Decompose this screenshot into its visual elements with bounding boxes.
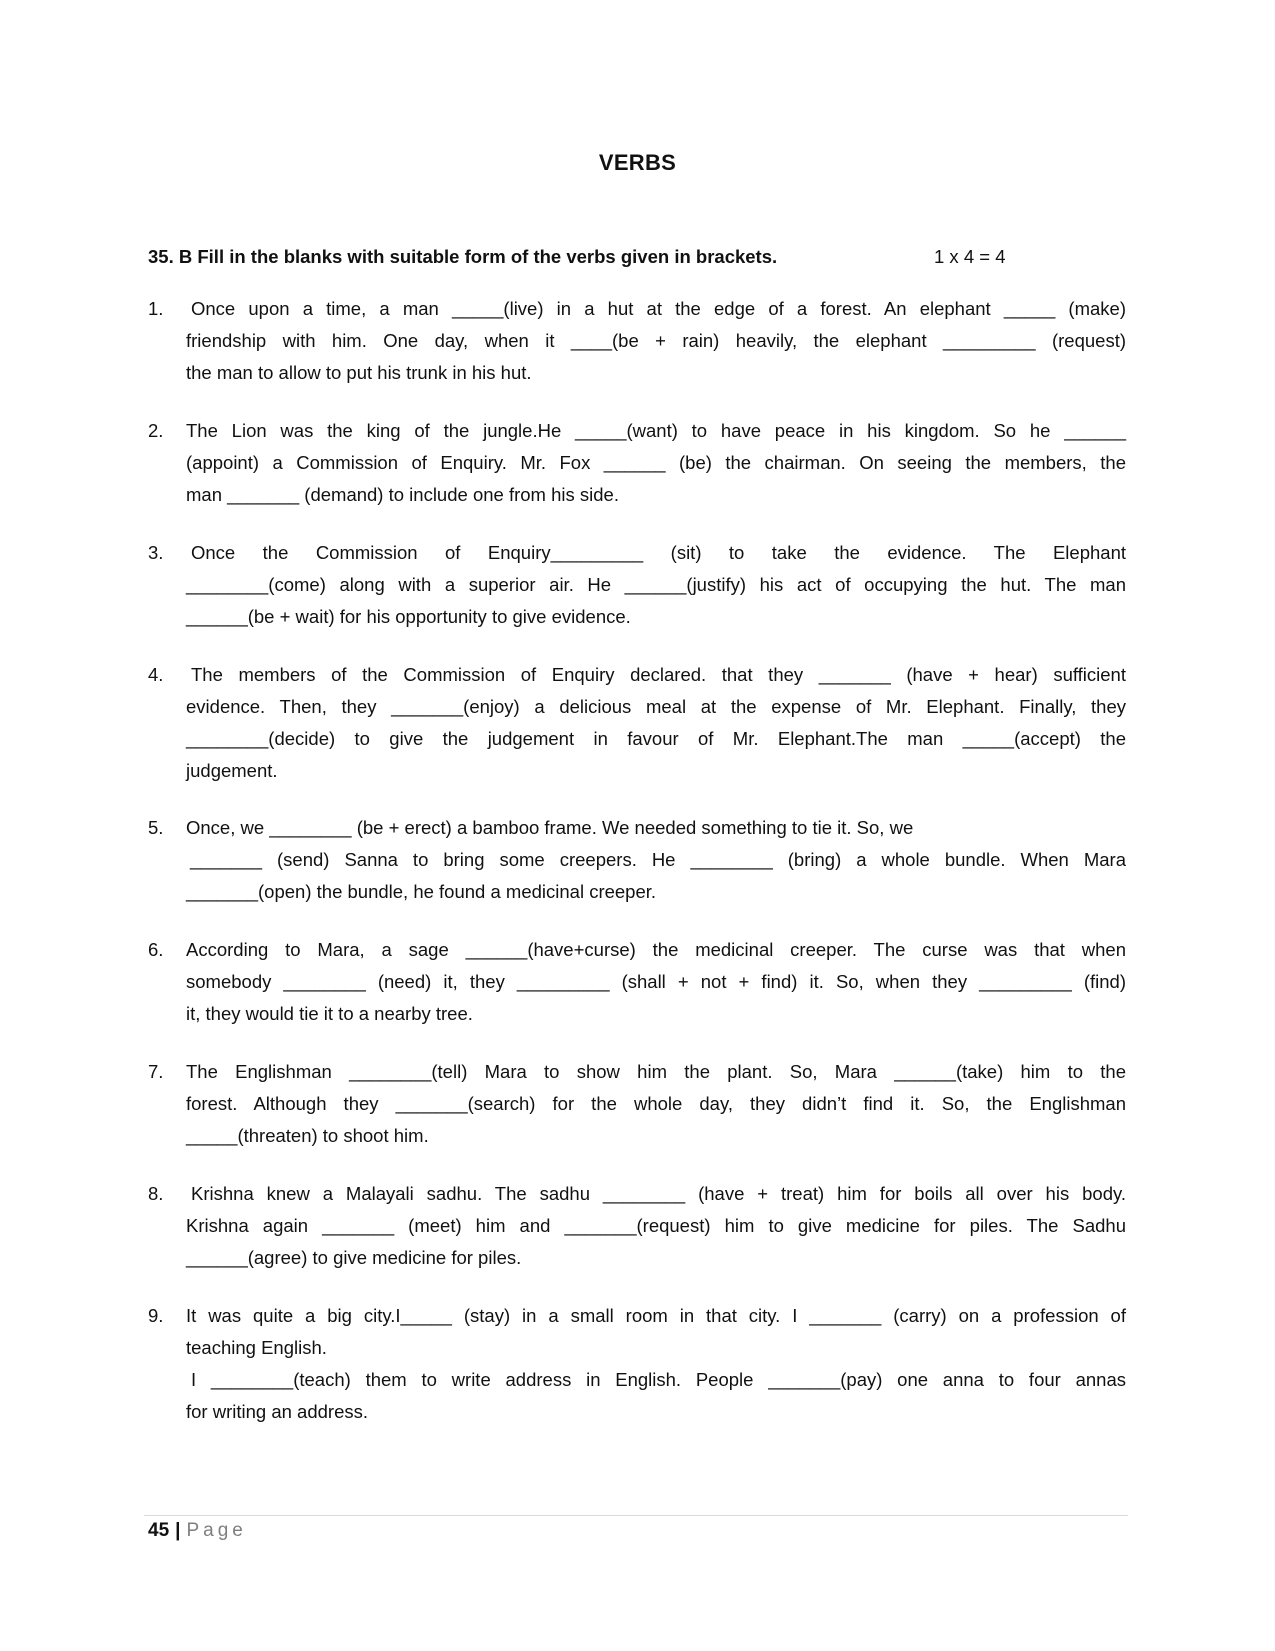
page-label: Page <box>186 1520 247 1541</box>
question-line: The Lion was the king of the jungle.He _____(want) to have peace in his kingdom. So he ______ <box>186 420 1126 441</box>
question-instruction: 35. B Fill in the blanks with suitable form of the verbs given in brackets. <box>148 246 778 267</box>
question-line: the man to allow to put his trunk in his hut. <box>186 362 532 383</box>
footer-divider <box>144 1515 1128 1516</box>
question-line: _______ (send) Sanna to bring some creepers. He ________ (bring) a whole bundle. When Mara <box>190 849 1126 870</box>
question-line: for writing an address. <box>186 1401 369 1422</box>
question-line: forest. Although they _______(search) for the whole day, they didn’t find it. So, the Englishman <box>186 1093 1126 1114</box>
question-line: somebody ________ (need) it, they _________ (shall + not + find) it. So, when they _________ (find) <box>186 971 1126 992</box>
question-number: 1. <box>148 298 164 319</box>
question-line: (appoint) a Commission of Enquiry. Mr. Fox ______ (be) the chairman. On seeing the members, the <box>186 452 1126 473</box>
question-text <box>186 659 1126 787</box>
question-item <box>148 1056 1126 1152</box>
question-number: 5. <box>148 817 164 838</box>
question-item <box>148 1178 1126 1274</box>
question-number: 9. <box>148 1305 164 1326</box>
question-line: friendship with him. One day, when it ____(be + rain) heavily, the elephant _________ (request) <box>186 330 1126 351</box>
question-line: judgement. <box>186 760 278 781</box>
question-line: ______(agree) to give medicine for piles. <box>186 1247 522 1268</box>
question-number: 3. <box>148 542 164 563</box>
question-line: I ________(teach) them to write address in English. People _______(pay) one anna to four annas <box>191 1369 1126 1390</box>
page-title: VERBS <box>598 150 677 175</box>
question-text <box>186 812 1126 908</box>
question-text <box>186 415 1126 511</box>
question-item <box>148 415 1126 511</box>
question-number: 6. <box>148 939 164 960</box>
question-line: Krishna knew a Malayali sadhu. The sadhu ________ (have + treat) him for boils all over his body. <box>191 1183 1126 1204</box>
page-footer <box>148 1520 247 1542</box>
question-text <box>186 1178 1126 1274</box>
question-item <box>148 812 1126 908</box>
question-item <box>148 1300 1126 1428</box>
question-line: it, they would tie it to a nearby tree. <box>186 1003 473 1024</box>
question-number: 7. <box>148 1061 164 1082</box>
question-number: 2. <box>148 420 164 441</box>
question-text <box>186 1300 1126 1428</box>
question-item <box>148 934 1126 1030</box>
question-line: evidence. Then, they _______(enjoy) a delicious meal at the expense of Mr. Elephant. Finally, they <box>186 696 1126 717</box>
question-text <box>186 934 1126 1030</box>
question-line: Krishna again _______ (meet) him and _______(request) him to give medicine for piles. The Sadhu <box>186 1215 1126 1236</box>
question-line: According to Mara, a sage ______(have+curse) the medicinal creeper. The curse was that when <box>186 939 1126 960</box>
question-line: The Englishman ________(tell) Mara to show him the plant. So, Mara ______(take) him to the <box>186 1061 1126 1082</box>
question-text <box>186 293 1126 389</box>
question-text <box>186 1056 1126 1152</box>
question-line: ________(decide) to give the judgement in favour of Mr. Elephant.The man _____(accept) the <box>186 728 1126 749</box>
question-line: Once, we ________ (be + erect) a bamboo frame. We needed something to tie it. So, we <box>186 817 914 838</box>
question-line: ______(be + wait) for his opportunity to give evidence. <box>186 606 631 627</box>
footer-separator: | <box>175 1520 181 1541</box>
question-line: Once upon a time, a man _____(live) in a hut at the edge of a forest. An elephant _____ (make) <box>191 298 1126 319</box>
question-item <box>148 293 1126 389</box>
question-line: Once the Commission of Enquiry_________ (sit) to take the evidence. The Elephant <box>191 542 1126 563</box>
question-line: man _______ (demand) to include one from his side. <box>186 484 619 505</box>
question-item <box>148 659 1126 787</box>
question-number: 8. <box>148 1183 164 1204</box>
page-number: 45 <box>148 1520 170 1541</box>
question-item <box>148 537 1126 633</box>
question-number: 4. <box>148 664 164 685</box>
question-line: _______(open) the bundle, he found a medicinal creeper. <box>186 881 657 902</box>
question-line: teaching English. <box>186 1337 327 1358</box>
question-line: The members of the Commission of Enquiry declared. that they _______ (have + hear) sufficient <box>191 664 1126 685</box>
question-line: _____(threaten) to shoot him. <box>186 1125 429 1146</box>
question-text <box>186 537 1126 633</box>
marks-allocation: 1 x 4 = 4 <box>934 246 1006 267</box>
question-line: It was quite a big city.I_____ (stay) in a small room in that city. I _______ (carry) on a profession of <box>186 1305 1126 1326</box>
question-line: ________(come) along with a superior air. He ______(justify) his act of occupying the hut. The man <box>186 574 1126 595</box>
